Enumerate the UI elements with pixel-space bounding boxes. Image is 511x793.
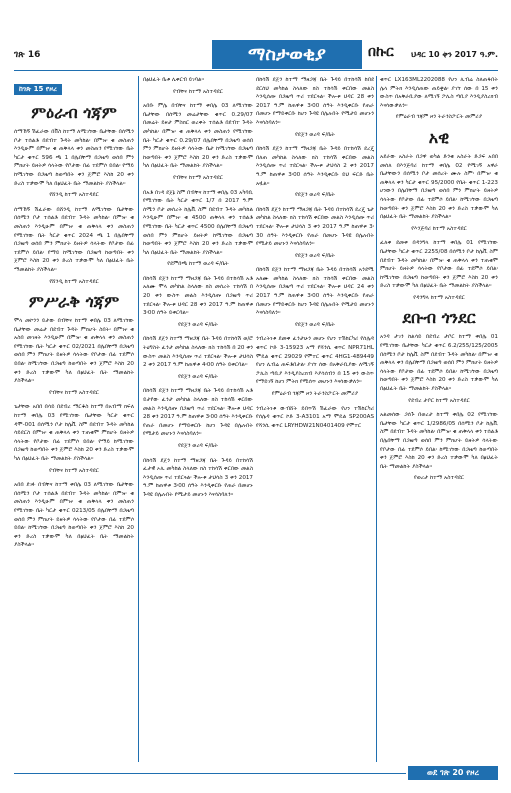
notice-signature: የደምበጫ ከተማ ወረዳ ፍ/ቤት xyxy=(167,261,229,268)
notice-text: በአቶ በገዳ ደጀኔ ስም በብቸና ከተማ ቀበሌ 03 አካባቢ የሚገኘው ቤት ካርታ ቁጥር 1/7 በ 2017 ዓ.ም ሰሚን ቦታ መሰረት ከሌቪ ስም በደብተ ጉዳት መካከል እንዲሁም በምዝ፡ ቁ 4500 ጠቅላላ ቀን ተሰልቶ የሚገኘው ቤት ካርታ ቁጥር 4500 በሌበቸማ በጋዜጣ ወሰበ ምን ምክሆት ይዘትዎ ከሚገኘው በጋዜጣ ከወጣበት ቀን ጀምሮ እስከ 20 ቀን ድረስ ተቃውሞ ካለ በፅህፈት ቤት ማመልከት ያስችላል፡፡ xyxy=(143,189,253,256)
notice-text: በከሳሽ ደጀን ከተማ ማዘጋጃ ቤት ጉዳይ በተከሳሽ አቶ አለሙ ሞላ መካከል ስላለው ክስ መሰረት ተከሳሽ በ 20 ቀን ውስጥ መልስ እንዲሰጡ በጋዜጣ ጥሪ ተደርጓል፡ ችሎቱ ህዳር 28 ቀን 2017 ዓ.ም ከጠዋቱ 3፡00 ሰዓት ይቀርባል፡፡ xyxy=(143,275,253,317)
notice-signature: የደጀን ወረዳ ፍ/ቤት xyxy=(295,252,335,259)
notice-text: አደራው አስራት በጋዋ ወካል ድንቁ አስራት ድጋፍ አበበ መሰለ በእንጅባሪ ከተማ ቀበሌ 02 የሚገኝ አዋራ ቤታቸውን በሰሚን ቦታ መሰረት ሙሉ ስም፡ በምዝ፡ ቁ ጠቅላላ ቀን ካርታ ቁጥር 95/2000 የቤት ቁጥር 1-223 ሆነውን በሌበቸማ በጋዜጣ ወሰበ ምን ምክሆት ይዘትዎ ሳላትው የቦታው በፊ ተደምሶ ይበል፡ ከሚገኘው በጋዜጣ ከወጣበት ቀን ጀምሮ እስከ 20 ቀን ድረስ ተቃውሞ ካለ በፅህፈት ቤት ማመልከት ያስችላል፡፡ xyxy=(380,153,498,221)
notice-signature: የደጀን ወረዳ ፍ/ቤት xyxy=(295,321,335,328)
notice-signature: የብቸና ከተማ አስተዳደር xyxy=(173,174,223,181)
notice-signature: የደጀን ወረዳ ፍ/ቤት xyxy=(295,131,335,138)
notice-signature: የደጀን ወረዳ ፍ/ቤት xyxy=(178,373,218,380)
column-divider xyxy=(376,76,377,762)
notice-signature: የብቸና ከተማ አስተዳደር xyxy=(49,389,99,396)
notice-text: አበበ ደገፉ በብቸና ከተማ ቀበሌ 03 ለሚገኘው ቤታቸው በሰሚን ቦታ ተሰልቶ በደብተ ጉዳት መካከል፡ በምዝ፡ ቁ መስጠን እንዲሁም በምዝ፡ ቁ ጠቅላላ ቀን መስጠን የሚገኘው ቤት ካርታ ቁጥር 0213/05 በሌበቸማ በጋዜጣ ወሰበ ምን ምክሆት ይዘትዎ ሳላትው የቦታው በፊ ተደምሶ ይበል፡ ከሚገኘው በጋዜጣ ከወጣበት ቀን ጀምሮ እስከ 20 ቀን ድረስ ተቃውሞ ካለ በፅህፈት ቤት ማመልከት ያስችላል፡፡ xyxy=(14,482,134,549)
page-number: ገጽ 16 xyxy=(14,50,41,60)
notice-text: ንብረትነቱ ደመቀ ፈንታሁን መሆኑ የሆነ ተሽከርካሪ የሰሌዳ ቁጥር ኮድ 3-15923 አማ የሻንሲ ቁጥር NPR71HL ሞዴል ቁጥር 29029 የሞተር ቁጥር 4HG1-489449 የሆነ ሊብሬ ጠፍቶበታል፡ ያገኘ ሰው በአቅራቢያው ለሚገኝ ፖሊስ ጣቢያ እንዲያስረክብ እያሳሰብን በ 15 ቀን ውስጥ የማይገኝ ከሆነ ምትክ የሚሰጥ መሆኑን እናሳውቃለን፡፡ xyxy=(256,336,374,386)
notice-text: ንብረትነቱ ውብሸት ይበጥሽ ሽፈራው የሆነ ተሽከርካሪ የሰሌዳ ቁጥር ኮድ 3-A3101 አማ ሞዴል SP200AS የሻንሲ ቁጥር LRYHDW21N0401409 የሞተር xyxy=(256,405,374,429)
notice-text: ፈለቀ ደመቀ በዳንግላ ከተማ ቀበሌ 01 የሚገኘው ቤታቸው ካርታ ቁጥር 2255/08 በሰሚን ቦታ ከሌቪ ስም በደብተ ጉዳት መካከል፡ በምዝ፡ ቁ ጠቅላላ ቀን ተጠቁሞ ምክሆት ይዘትዎ ሳላትው የቦታው በፊ ተደምሶ ይበል፡ ከሚገኘው በጋዜጣ ከወጣበት ቀን ጀምሮ እስከ 20 ቀን ድረስ ተቃውሞ ካለ በፅህፈት ቤት ማመልከት ያስችላል፡፡ xyxy=(380,240,498,290)
column-4 xyxy=(380,76,498,762)
notice-signature: የደጀን ወረዳ ፍ/ቤት xyxy=(295,192,335,199)
notice-signature: የእንጅባሪ ከተማ አስተዳደር xyxy=(411,225,467,232)
notice-signature: የደጀን ወረዳ ፍ/ቤት xyxy=(178,442,218,449)
notice-text: ሰማኸኝ ሽፈራው በሸንዲ ከተማ ለሚገኘው ቤታቸው በሰሚን ቦታ ተሰልቶ በደብተ ጉዳት መካከል፡ በምዝ፡ ቁ መስጠን እንዲሁም በምዝ፡ ቁ ጠቅላላ ቀን መስጠን የሚገኘው ቤት ካርታ ቁጥር 2024 ጫ 1 በሌበቸማ በጋዜጣ ወሰበ ምን ምክሆት ይዘትዎ ሳላትው የቦታው በፊ ተደምሶ ይበል፡ የማይ ከሚገኘው በጋዜጣ ከወጣበት ቀን ጀምሮ እስከ 20 ቀን ድረስ ተቃውሞ ካለ በፅህፈት ቤት ማመልከት ያስችላል፡፡ xyxy=(14,206,134,273)
notice-signature: የደብረ ታቦር ከተማ አስተዳደር xyxy=(408,397,470,404)
notice-signature: የሸንዲ ከተማ አስተዳደር xyxy=(49,192,99,199)
notice-text: በፅህፈት ቤቱ ሊቀርብ ይገባል፡፡ xyxy=(143,77,205,83)
column-3 xyxy=(256,76,374,762)
notice-text: በከሳሽ ደጀን ከተማ ማዘጋጃ ቤት ጉዳይ በተከሳሽ ደረጄ በለጠ መካከል ስላለው ክስ ተከሳሽ ቀርበው መልስ እንዲሰጡ ጥሪ ተደርጓል፡ ችሎቱ ታህሳስ 2 ቀን 2017 ዓ.ም ከጠዋቱ 3፡00 ሰዓት እንዲቀርቡ ይህ ፍርድ ቤት አዟል፡፡ xyxy=(256,146,374,187)
footer-rule xyxy=(14,773,406,774)
notice-text: ሞላ መኮንን ይታው በብቸና ከተማ ቀበሌ 03 ለሚገኘው ቤታቸው መሬታ በደብተ ጉዳት ምክሆት ስበት፡ በምዝ፡ ቁ አስበ መገዛት እንዲሁም በምዝ፡ ቁ ጠቅላላ ቀን መስጠን የሚገኘው ቤት ካርታ ቁጥር 02/2021 በሌበቸማ በጋዜጣ ወሰበ ምን ምክሆት ይዘትዎ ሳላትው የቦታው በፊ ተደምሶ ይበል፡ ከሚገኘው በጋዜጣ ከወጣበት ቀን ጀምሮ እስከ 20 ቀን ድረስ ተቃውሞ ካለ በፅህፈት ቤት ማመልከት ያስችላል፡፡ xyxy=(14,318,134,385)
notice-signature: የሸንዲ ከተማ አስተዳደር xyxy=(49,278,99,285)
column-1 xyxy=(14,76,134,762)
notice-signature: የወረታ ከተማ አስተዳደር xyxy=(414,475,464,482)
notice-signature: የብቸና ከተማ አስተዳደር xyxy=(173,88,223,95)
notice-signature: የምዕራብ ጎጃም ዞን ትራንስፖርት መምሪያ xyxy=(271,391,359,397)
newspaper-name: በኩር xyxy=(368,44,394,60)
notice-text: በከሳሽ ደጀን ከተማ ማዘጋጃ ቤት ጉዳይ በተከሳሽ ወ/ሮ ትዕግስት ፈንታ መካከል ስላለው ክስ ተከሳሽ በ 20 ቀን ውስጥ መልስ እንዲሰጡ ጥሪ ተደርጓል፡ ችሎቱ ታህሳስ 2 ቀን 2017 ዓ.ም ከጠዋቱ 4፡00 ሰዓት ይቀርባል፡፡ xyxy=(143,336,253,369)
continued-from-tag: ከገጽ 15 የዞረ xyxy=(14,84,62,95)
column-divider xyxy=(138,76,139,762)
header-rule xyxy=(14,70,498,71)
notice-text: ቁጥር LX163ML2202088 የሆነ ሊብሬ ስለጠፋበት ሌላ ምትክ እንዲሰጠው ጠይቋል፡ ያገኘ ሰው በ 15 ቀን ውስጥ በአቅራቢያው ለሚገኝ ፖሊስ ጣቢያ እንዲያስረክብ እናሳውቃለን፡፡ xyxy=(380,77,498,109)
notice-text: በከሳሽ ደጀን ከተማ ማዘጋጃ ቤት ጉዳይ በተከሳሽ አቶ ይታየው ፈንታ መካከል ስላለው ክስ ተከሳሽ ቀርበው መልስ እንዲሰጡ በጋዜጣ ጥሪ ተደርጓል፡ ችሎቱ ህዳር 28 ቀን 2017 ዓ.ም ከጠዋቱ 3፡00 ሰዓት እንዲቀርቡ የጠራ በመሆኑ የማይቀርቡ ከሆነ ጉዳዩ በሌሉበት የሚታይ መሆኑን እናሳስባለን፡፡ xyxy=(143,388,253,438)
column-2 xyxy=(143,76,253,762)
notice-signature: የምዕራብ ጎጃም ዞን ትራንስፖርት መምሪያ xyxy=(395,114,483,121)
notice-text: በከሳሽ ደጀን ከተማ ማዘጋጃ ቤት ጉዳይ በተከሳሽ ከበደ ደርሰህ መካከል ስላለው ክስ ተከሳሽ ቀርበው መልስ እንዲሰጡ በጋዜጣ ጥሪ ተደርጓል፡ ችሎቱ ህዳር 28 ቀን 2017 ዓ.ም ከጠዋቱ 3፡00 ሰዓት እንዲቀርቡ የጠራ በመሆኑ የማይቀርቡ ከሆነ ጉዳዩ በሌሉበት የሚታይ መሆኑን እናሳስባለን፡፡ xyxy=(256,77,374,126)
notice-text: አልመሰው ጋሰጉ በወረታ ከተማ ቀበሌ 02 የሚገኘው ቤታቸው ካርታ ቁጥር 1/2986/05 በሰሚን ቦታ ከሌቪ ስም በደብተ ጉዳት መካከል፡ በምዝ፡ ቁ ጠቅላላ ቀን ተሰልቶ በሌበቸማ በጋዜጣ ወሰበ ምን ምክሆት ይዘትዎ ሳላትው የቦታው በፊ ተደምሶ ይበል፡ ከሚገኘው በጋዜጣ ከወጣበት ቀን ጀምሮ እስከ 20 ቀን ድረስ ተቃውሞ ካለ በፅህፈት ቤት ማመልከት ያስችላል፡፡ xyxy=(380,412,498,470)
notice-signature: የዳንግላ ከተማ አስተዳደር xyxy=(413,294,465,301)
region-heading: ምሥራቅ ጎጃም xyxy=(28,292,120,312)
notice-text: በከሳሽ ደጀን ከተማ ማዘጋጃ ቤት ጉዳይ በተከሳሽ ደረጄ ጌታ መካከል ስላለው ክስ ተከሳሽ ቀርበው መልስ እንዲሰጡ ጥሪ ተደርጓል፡ ችሎቱ ታህሳስ 3 ቀን 2017 ዓ.ም ከጠዋቱ 3፡30 ሰዓት እንዲቀርቡ የጠራ በመሆኑ ጉዳዩ በሌሉበት የሚታይ መሆኑን እናሳስባለን፡፡ xyxy=(256,206,374,248)
section-banner: ማስታወቂያ xyxy=(212,40,362,69)
issue-date: ህዳር 10 ቀን 2017 ዓ.ም. xyxy=(411,50,498,59)
notice-text: በከሳሽ ደጀን ከተማ ማዘጋጃ ቤት ጉዳይ በተከሳሽ ፈታዊ ኦሊ መካከል ስላለው ክስ ተከሳሽ ቀርበው መልስ እንዲሰጡ ጥሪ ተደርጓል፡ ችሎቱ ታህሳስ 3 ቀን 2017 ዓ.ም ከጠዋቱ 3፡00 ሰዓት እንዲቀርቡ የጠራ በመሆኑ ጉዳዩ በሌሉበት የሚታይ መሆኑን እናሳስባለን፡፡ xyxy=(143,457,253,498)
notice-signature: የደጀን ወረዳ ፍ/ቤት xyxy=(178,321,218,328)
notice-signature: የብቸና ከተማ አስተዳደር xyxy=(49,467,99,474)
region-heading: ደቡብ ጎንደር xyxy=(402,308,476,328)
continued-to-tag: ወደ ገጽ 20 የዞረ xyxy=(408,766,498,780)
region-heading: አዊ xyxy=(428,127,450,147)
notice-text: አንዳ ታገን ከልሳይ በደብረ ታቦር ከተማ ቀበሌ 01 የሚገኘው ቤታቸው ካርታ ቁጥር 6.2/255/125/2005 በሰሚን ቦታ ከሌቪ ስም በደብተ ጉዳት መካከል፡ በምዝ፡ ቁ ጠቅላላ ቀን በሌበቸማ በጋዜጣ ወሰበ ምን ምክሆት ይዘትዎ ሳላትው የቦታው በፊ ተደምሶ ይበል፡ ከሚገኘው በጋዜጣ ከወጣበት ቀን ጀምሮ እስከ 20 ቀን ድረስ ተቃውሞ ካለ በፅህፈት ቤት ማመልከት ያስችላል፡፡ xyxy=(380,334,498,393)
notice-text: ጌታቸው አበበ በሳይ በደብረ ማርቆስ ከተማ በአብማ ክፍለ ከተማ ቀበሌ 03 የሚገኘው ቤታቸው ካርታ ቁጥር ዳሞ-001 በሰሚን ቦታ ከሌቪ ስም በደብተ ጉዳት መካከል ሳይደርስ በምዝ፡ ቁ ጠቅላላ ቀን ተጠቁሞ ምክሆት ይዘትዎ ሳላትው የቦታው በፊ ተደምሶ ይበል፡ የማይ ከሚገኘው በጋዜጣ ከወጣበት ቀን ጀምሮ እስከ 20 ቀን ድረስ ተቃውሞ ካለ በፅህፈት ቤት ማመልከት ያስችላል፡፡ xyxy=(14,404,134,462)
notice-text: ሰማኸኝ ሽፈራው በቨስ ከተማ ለሚገኘው ቤታቸው በሰሚን ቦታ ተሰልቶ በደብተ ጉዳት መካከል፡ በምዝ፡ ቁ መስጠን እንዲሁም በምዝ፡ ቁ ጠቅላላ ቀን መስጠን የሚገኘው ቤት ካርታ ቁጥር 596 ጫ 1 በሌበቸማ በጋዜጣ ወሰበ ምን ምክሆት ይዘትዎ ሳላትው የቦታው በፊ ተደምሶ ይበል፡ የማይ ከሚገኘው በጋዜጣ ከወጣበት ቀን ጀምሮ እስከ 20 ቀን ድረስ ተቃውሞ ካለ በፅህፈት ቤት ማመልከት ያስችላል፡፡ xyxy=(14,129,134,187)
page-header xyxy=(14,40,498,70)
region-heading: ምዕራብ ጎጃም xyxy=(31,103,117,122)
notice-text: በከሳሽ ደጀን ከተማ ማዘጋጃ ቤት ጉዳይ በተከሳሽ አንደሚ አለሙ መካከል ስላለው ክስ ተከሳሽ ቀርበው መልስ እንዲሰጡ በጋዜጣ ጥሪ ተደርጓል፡ ችሎቱ ህዳር 24 ቀን 2017 ዓ.ም ከጠዋቱ 3፡00 ሰዓት እንዲቀርቡ የጠራ በመሆኑ የማይቀርቡ ከሆነ ጉዳዩ በሌሉበት የሚታይ መሆኑን እናሳስባለን፡፡ xyxy=(256,267,374,317)
notice-text: አበቡ ምሌ በብቸና ከተማ ቀበሌ 03 ለሚገኘው ቤታቸው በሰሚን መሬታቸው ቁጥር 0.29/07 በመሬት ይዞታ ምስክር ወረቀት ተሰልቶ በደብተ ጉዳት መካከል፡ በምዝ፡ ቁ ጠቅላላ ቀን መስጠን የሚገኘው ቤት ካርታ ቁጥር 0.29/07 በሌበቸማ በጋዜጣ ወሰበ ምን ምክሆት ይዘትዎ ሳላትው ቤታ ከሚገኘው በጋዜጣ ከወጣበት ቀን ጀምሮ እስከ 20 ቀን ድረስ ተቃውሞ ካለ በፅህፈት ቤት ማመልከት ያስችላል፡፡ xyxy=(143,103,253,170)
